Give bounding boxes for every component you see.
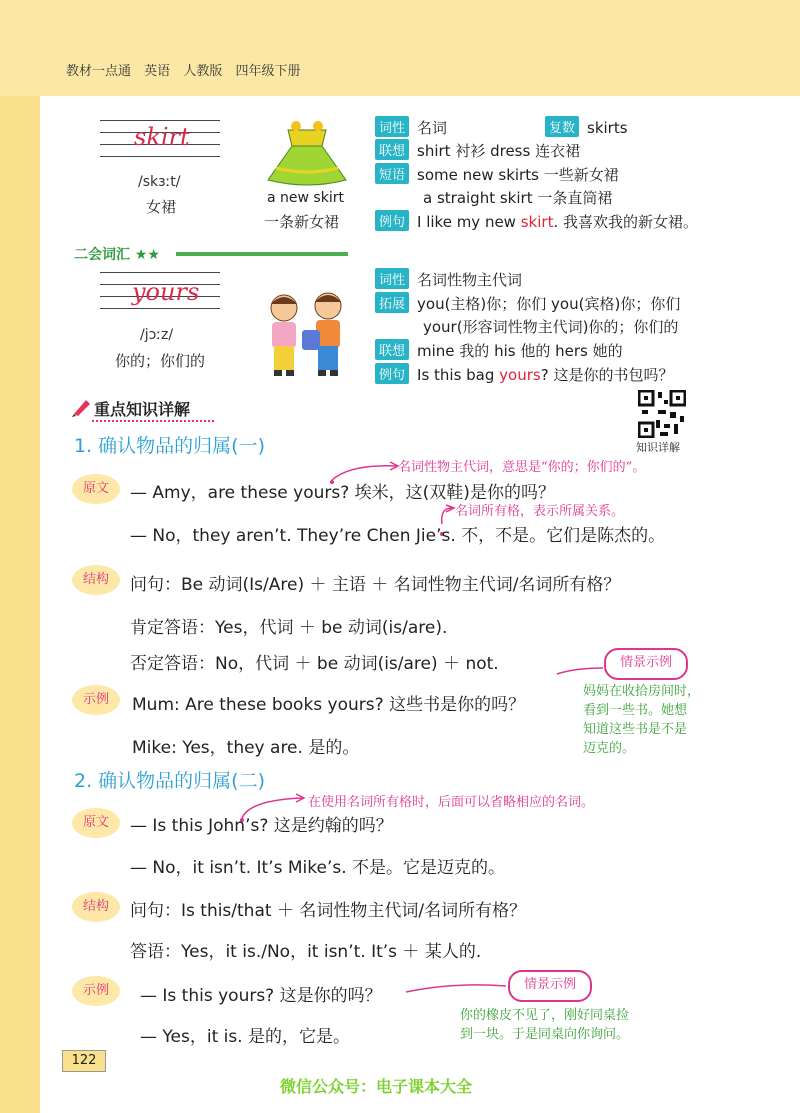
phrase-value: some new skirts 一些新女裙 <box>417 166 619 184</box>
scene-bubble: 情景示例 <box>604 648 688 680</box>
extend-value-2: your(形容词性物主代词)你的；你们的 <box>423 318 679 336</box>
skirt-illustration <box>266 118 348 188</box>
plural-value: skirts <box>587 119 628 137</box>
header-item: 教材一点通 <box>66 64 132 79</box>
original-line-1: — Amy，are these yours? 埃米，这(双鞋)是你的吗？ <box>130 483 555 503</box>
original-line-2: — No，it isn’t. It’s Mike’s. 不是。它是迈克的。 <box>130 858 506 878</box>
original-line-2: — No，they aren’t. They’re Chen Jie’s. 不，不是。它们是陈杰的。 <box>130 526 666 546</box>
structure-line-2: 答语：Yes，it is./No，it isn’t. It’s ＋ 某人的. <box>130 942 482 962</box>
label-example: 示例 <box>72 685 120 715</box>
qr-label: 知识详解 <box>636 441 680 454</box>
example-line-2: Mike: Yes，they are. 是的。 <box>132 738 360 758</box>
tag-pos: 词性 <box>375 116 409 137</box>
meaning: 你的；你们的 <box>115 352 206 370</box>
caption-en: a new skirt <box>267 190 344 206</box>
section-divider <box>176 252 348 256</box>
structure-line-1: 问句：Is this/that ＋ 名词性物主代词/名词所有格？ <box>130 901 527 921</box>
tag-plural: 复数 <box>545 116 579 137</box>
example-text: I like my new <box>417 213 521 231</box>
plural-row <box>545 116 628 137</box>
running-header <box>66 60 309 79</box>
headword-skirt: skirt <box>134 123 190 151</box>
phrase-row <box>375 163 619 185</box>
pos-value: 名词性物主代词 <box>417 271 523 289</box>
title-underline <box>92 420 214 422</box>
point2-heading: 2. 确认物品的归属(二) <box>74 770 265 792</box>
phonetic: /skɜːt/ <box>138 174 181 190</box>
pencil-icon <box>70 396 92 418</box>
assoc-value: mine 我的 his 他的 hers 她的 <box>417 342 623 360</box>
phrase-value-2: a straight skirt 一条直筒裙 <box>423 189 613 207</box>
structure-line-2: 肯定答语：Yes，代词 ＋ be 动词(is/are). <box>130 618 448 638</box>
scene-line: 到一块。于是同桌向你询问。 <box>460 1027 630 1042</box>
label-structure: 结构 <box>72 565 120 595</box>
tag-example: 例句 <box>375 210 409 231</box>
note-possessive: 名词所有格，表示所属关系。 <box>455 504 625 519</box>
label-original: 原文 <box>72 474 120 504</box>
structure-line-3: 否定答语：No，代词 ＋ be 动词(is/are) ＋ not. <box>130 654 499 674</box>
scene-note <box>583 682 700 758</box>
meaning: 女裙 <box>146 198 177 216</box>
scene-bubble: 情景示例 <box>508 970 592 1002</box>
example-text: . 我喜欢我的新女裙。 <box>553 213 698 231</box>
example-line-1: Mum: Are these books yours? 这些书是你的吗？ <box>132 695 526 715</box>
headword-yours: yours <box>132 278 200 306</box>
top-band <box>0 0 800 96</box>
original-line-1: — Is this John’s? 这是约翰的吗？ <box>130 816 393 836</box>
assoc-row <box>375 339 623 361</box>
header-item: 人教版 <box>183 64 223 79</box>
scene-line: 看到一些书。她想 <box>583 703 688 718</box>
children-illustration <box>258 288 354 380</box>
pos-row <box>375 116 447 138</box>
header-item: 英语 <box>144 64 171 79</box>
example-line-2: — Yes，it is. 是的，它是。 <box>140 1027 351 1047</box>
extend-value: you(主格)你；你们 you(宾格)你；你们 <box>417 295 681 313</box>
watermark: 微信公众号：电子课本大全 <box>280 1077 473 1096</box>
section-title: 二会词汇 ★★ <box>74 247 160 263</box>
label-original: 原文 <box>72 808 120 838</box>
note-pronoun: 名词性物主代词，意思是“你的；你们的”。 <box>398 460 646 475</box>
tag-assoc: 联想 <box>375 339 409 360</box>
tag-example: 例句 <box>375 363 409 384</box>
bubble-arrow <box>404 980 510 1000</box>
tag-extend: 拓展 <box>375 292 409 313</box>
label-example: 示例 <box>72 976 120 1006</box>
tag-phrase: 短语 <box>375 163 409 184</box>
structure-line-1: 问句：Be 动词(Is/Are) ＋ 主语 ＋ 名词性物主代词/名词所有格？ <box>130 575 621 595</box>
example-keyword: yours <box>499 366 541 384</box>
label-structure: 结构 <box>72 892 120 922</box>
example-row <box>375 363 673 385</box>
knowledge-title: 重点知识详解 <box>94 400 191 419</box>
caption-cn: 一条新女裙 <box>264 213 340 231</box>
pos-row <box>375 268 522 290</box>
scene-line: 知道这些书是不是 <box>583 722 688 737</box>
tag-assoc: 联想 <box>375 139 409 160</box>
page-number: 122 <box>62 1050 106 1072</box>
example-text: ? 这是你的书包吗？ <box>540 366 674 384</box>
assoc-value: shirt 衬衫 dress 连衣裙 <box>417 142 581 160</box>
note-omit: 在使用名词所有格时，后面可以省略相应的名词。 <box>308 795 595 810</box>
left-band <box>0 96 40 1113</box>
bubble-arrow <box>555 660 607 680</box>
scene-line: 你的橡皮不见了，刚好同桌捡 <box>460 1008 630 1023</box>
header-item: 四年级下册 <box>235 64 301 79</box>
example-keyword: skirt <box>520 213 554 231</box>
scene-line: 妈妈在收拾房间时， <box>583 684 701 699</box>
assoc-row <box>375 139 580 161</box>
qr-code[interactable] <box>638 390 686 438</box>
example-row <box>375 210 698 232</box>
scene-line: 迈克的。 <box>583 741 636 756</box>
point1-heading: 1. 确认物品的归属(一) <box>74 435 265 457</box>
extend-row <box>375 292 680 314</box>
pos-value: 名词 <box>417 119 448 137</box>
example-text: Is this bag <box>417 366 500 384</box>
tag-pos: 词性 <box>375 268 409 289</box>
example-line-1: — Is this yours? 这是你的吗？ <box>140 986 382 1006</box>
phonetic: /jɔːz/ <box>140 327 174 343</box>
scene-note <box>460 1006 629 1044</box>
